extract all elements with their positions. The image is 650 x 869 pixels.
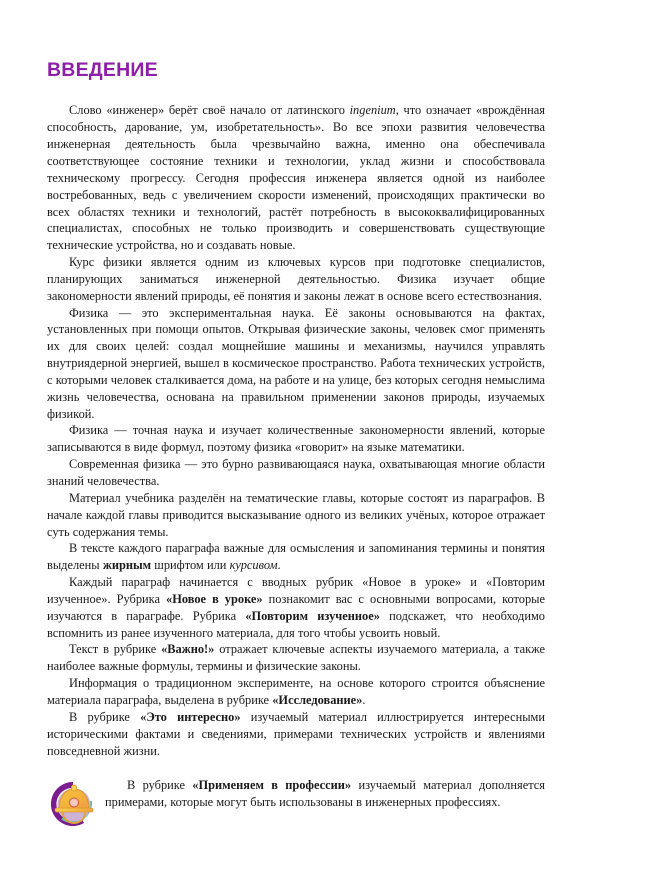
body-paragraph-8: Каждый параграф начинается с вводных рубрик «Новое в уроке» и «Повторим изученное». Рубрика «Новое в уроке» познакомит вас с основными вопросами, которые изучаются в параграфе. Рубрика «Повторим изученное» подскажет, что необходимо вспомнить из ранее изученного материала, для того чтобы усвоить новый.: [47, 575, 546, 640]
body-paragraph-1: Слово «инженер» берёт своё начало от латинского ingenium, что означает «врождённая способность, дарование, ум, изобретательность». Во все эпохи развития человечества инженерная деятельность была чрезвычайно важна, именно она обеспечивала соответствующее состояние техники и технологии, уклад жизни и способствовала техническому прогрессу. Сегодня профессия инженера является одной из наиболее востребованных, ведь с увеличением скорости изменений, происходящих практически во всех областях техники и технологий, растёт потребность в высококвалифицированных специалистах, способных не только производить и совершенствовать существующие технические устройства, но и создавать новые.: [47, 103, 545, 253]
body-paragraph-7: В тексте каждого параграфа важные для осмысления и запоминания термины и понятия выделены жирным шрифтом или курсивом.: [47, 541, 545, 573]
body-paragraph-9: Текст в рубрике «Важно!» отражает ключевые аспекты изучаемого материала, а также наиболее важные формулы, термины и физические законы.: [47, 642, 545, 674]
body-paragraph-3: Физика — это экспериментальная наука. Её законы основываются на фактах, установленных при помощи опытов. Открывая физические законы, человек смог применять их для своих целей: создал мощнейшие машины и механизмы, научился управлять внутриядерной энергией, вышел в космическое пространство. Работа технических устройств, с которыми человек сталкивается дома, на работе и на улице, без которых сегодня немыслима жизнь человечества, основана на правильном применении законов природы, изучаемых физикой.: [47, 305, 545, 421]
page-content: [47, 60, 545, 839]
body-paragraph-10: Информация о традиционном эксперименте, на основе которого строится объяснение материала параграфа, выделена в рубрике «Исследование».: [47, 676, 545, 707]
body-paragraph-11: В рубрике «Это интересно» изучаемый материал иллюстрируется интересными историческими фактами и сведениями, примерами технических устройств и явлениями повседневной жизни.: [47, 709, 545, 758]
body-paragraph-4: Физика — точная наука и изучает количественные закономерности явлений, которые записываются в виде формул, поэтому физика «говорит» на языке математики.: [47, 423, 545, 455]
body-paragraph-2: Курс физики является одним из ключевых курсов при подготовке специалистов, планирующих заниматься инженерной деятельностью. Физика изучает общие закономерности явлений природы, её понятия и законы лежат в основе всего естествознания.: [47, 255, 545, 303]
page-title: ВВЕДЕНИЕ: [47, 59, 158, 81]
callout-paragraph: В рубрике «Применяем в профессии» изучаемый материал дополняется примерами, которые могут быть использованы в инженерных профессиях.: [105, 778, 545, 810]
profession-callout: [47, 777, 545, 839]
body-paragraph-5: Современная физика — это бурно развивающаяся наука, охватывающая многие области знаний человечества.: [47, 457, 545, 488]
hard-hat-profession-icon: [48, 779, 98, 829]
body-paragraph-6: Материал учебника разделён на тематические главы, которые состоят из параграфов. В начале каждой главы приводится высказывание одного из великих учёных, которое отражает суть содержания темы.: [47, 490, 545, 539]
